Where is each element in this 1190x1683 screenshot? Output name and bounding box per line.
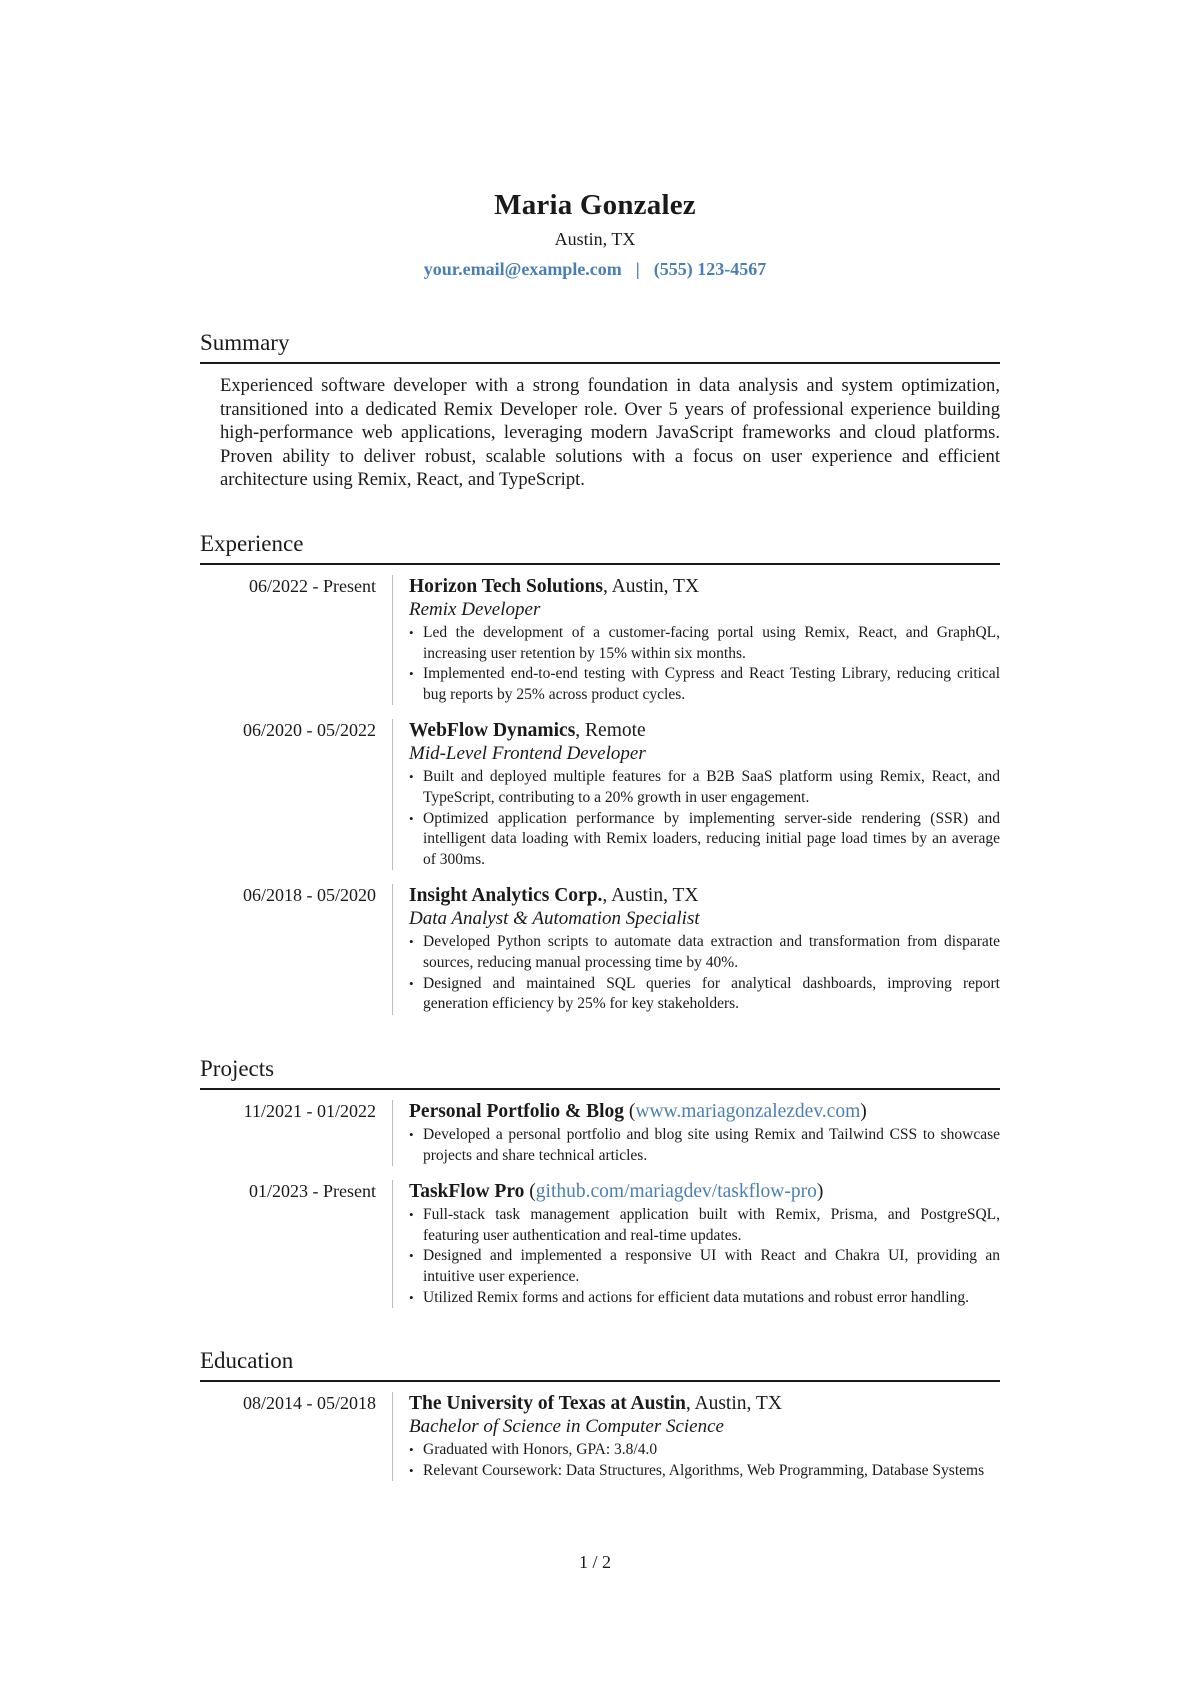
degree: Bachelor of Science in Computer Science bbox=[409, 1416, 724, 1437]
resume-header bbox=[0, 188, 1190, 280]
summary-text: Experienced software developer with a strong foundation in data analysis and system optimization, transitioned into a dedicated Remix Developer role. Over 5 years of professional experience building high-performance web applications, leveraging modern JavaScript frameworks and cloud platforms. Proven ability to deliver robust, scalable solutions with a focus on user experience and efficient architecture using Remix, React, and TypeScript. bbox=[220, 375, 1000, 490]
entry-role: Mid-Level Frontend Developer bbox=[409, 743, 646, 765]
entry-org bbox=[409, 884, 1000, 907]
bullet-item: • Led the development of a customer-facing portal using Remix, React, and GraphQL, increasing user retention by 15% within six months. bbox=[409, 623, 1000, 664]
paren-close: ) bbox=[860, 1101, 867, 1122]
org-place: , Remote bbox=[575, 720, 646, 742]
org-name: Insight Analytics Corp. bbox=[409, 885, 603, 907]
phone-link[interactable]: (555) 123-4567 bbox=[653, 259, 767, 279]
entry-date: 06/2020 - 05/2022 bbox=[243, 720, 376, 741]
candidate-name: Maria Gonzalez bbox=[494, 189, 696, 221]
education-entry bbox=[200, 1392, 1000, 1481]
bullet-item: • Optimized application performance by implementing server-side rendering (SSR) and intelligent data loading with Remix loaders, reducing initial page load times by an average of 300ms. bbox=[409, 809, 1000, 871]
org-place: , Austin, TX bbox=[602, 576, 700, 597]
paren-close: ) bbox=[816, 1181, 824, 1203]
project-link[interactable]: github.com/mariagdev/taskflow-pro bbox=[535, 1181, 817, 1203]
bullet-item: • Utilized Remix forms and actions for efficient data mutations and robust error handling. bbox=[409, 1288, 1000, 1309]
experience-entry bbox=[200, 884, 1000, 1014]
section-title-experience: Experience bbox=[200, 530, 1000, 565]
entry-date: 06/2022 - Present bbox=[249, 576, 376, 596]
section-title-projects: Projects bbox=[200, 1055, 1000, 1090]
experience-section bbox=[200, 530, 1000, 1015]
email-link[interactable]: your.email@example.com bbox=[423, 259, 622, 279]
education-section bbox=[200, 1347, 1000, 1481]
entry-role: Data Analyst & Automation Specialist bbox=[409, 908, 700, 930]
projects-section bbox=[200, 1055, 1000, 1308]
candidate-location: Austin, TX bbox=[554, 229, 636, 249]
entry-body bbox=[392, 1100, 1000, 1166]
entry-org bbox=[409, 575, 1000, 598]
entry-bullets bbox=[409, 1125, 1000, 1166]
school-name: The University of Texas at Austin bbox=[409, 1393, 686, 1414]
org-place: , Austin, TX bbox=[602, 885, 699, 907]
project-heading bbox=[409, 1100, 1000, 1123]
bullet-item: • Designed and implemented a responsive UI with React and Chakra UI, providing an intuitive user experience. bbox=[409, 1246, 1000, 1287]
bullet-item: • Full-stack task management application built with Remix, Prisma, and PostgreSQL, featuring user authentication and real-time updates. bbox=[409, 1205, 1000, 1246]
entry-date: 08/2014 - 05/2018 bbox=[243, 1393, 376, 1413]
section-title-summary: Summary bbox=[200, 329, 1000, 364]
project-entry bbox=[200, 1100, 1000, 1166]
bullet-item: • Developed a personal portfolio and blog site using Remix and Tailwind CSS to showcase projects and share technical articles. bbox=[409, 1125, 1000, 1166]
project-entry bbox=[200, 1180, 1000, 1308]
entry-body bbox=[392, 884, 1000, 1014]
project-name: Personal Portfolio & Blog bbox=[409, 1101, 625, 1122]
school-place: , Austin, TX bbox=[685, 1393, 782, 1414]
entry-bullets bbox=[409, 767, 1000, 870]
entry-bullets bbox=[409, 1440, 1000, 1481]
project-name: TaskFlow Pro bbox=[409, 1181, 525, 1203]
org-name: Horizon Tech Solutions bbox=[409, 576, 603, 597]
entry-bullets bbox=[409, 932, 1000, 1014]
org-name: WebFlow Dynamics bbox=[409, 720, 576, 742]
entry-date: 06/2018 - 05/2020 bbox=[243, 885, 376, 906]
bullet-item: • Built and deployed multiple features for a B2B SaaS platform using Remix, React, and TypeScript, contributing to a 20% growth in user engagement. bbox=[409, 767, 1000, 808]
entry-body bbox=[392, 575, 1000, 705]
entry-date: 01/2023 - Present bbox=[249, 1181, 376, 1202]
entry-bullets bbox=[409, 1205, 1000, 1308]
project-heading bbox=[409, 1180, 1000, 1203]
paren-open: ( bbox=[624, 1101, 636, 1122]
entry-body bbox=[392, 1392, 1000, 1481]
entry-body bbox=[392, 1180, 1000, 1308]
contact-separator: | bbox=[635, 259, 640, 279]
project-link[interactable]: www.mariagonzalezdev.com bbox=[635, 1101, 861, 1122]
entry-org bbox=[409, 719, 1000, 742]
bullet-item: • Designed and maintained SQL queries for analytical dashboards, improving report generation efficiency by 25% for key stakeholders. bbox=[409, 974, 1000, 1015]
contact-line bbox=[0, 258, 1190, 280]
entry-date: 11/2021 - 01/2022 bbox=[243, 1101, 376, 1121]
summary-section bbox=[200, 329, 1000, 492]
entry-org bbox=[409, 1392, 1000, 1415]
section-title-education: Education bbox=[200, 1347, 1000, 1382]
bullet-item: • Implemented end-to-end testing with Cypress and React Testing Library, reducing critical bug reports by 25% across product cycles. bbox=[409, 664, 1000, 705]
experience-entry bbox=[200, 719, 1000, 870]
entry-bullets bbox=[409, 623, 1000, 705]
page-number: 1 / 2 bbox=[578, 1552, 611, 1572]
bullet-item: • Developed Python scripts to automate data extraction and transformation from disparate sources, reducing manual processing time by 40%. bbox=[409, 932, 1000, 973]
entry-role: Remix Developer bbox=[409, 599, 541, 620]
bullet-item: • Graduated with Honors, GPA: 3.8/4.0 bbox=[409, 1440, 1000, 1461]
entry-body bbox=[392, 719, 1000, 870]
experience-entry bbox=[200, 575, 1000, 705]
paren-open: ( bbox=[524, 1181, 536, 1203]
bullet-item: • Relevant Coursework: Data Structures, Algorithms, Web Programming, Database Systems bbox=[409, 1461, 1000, 1482]
